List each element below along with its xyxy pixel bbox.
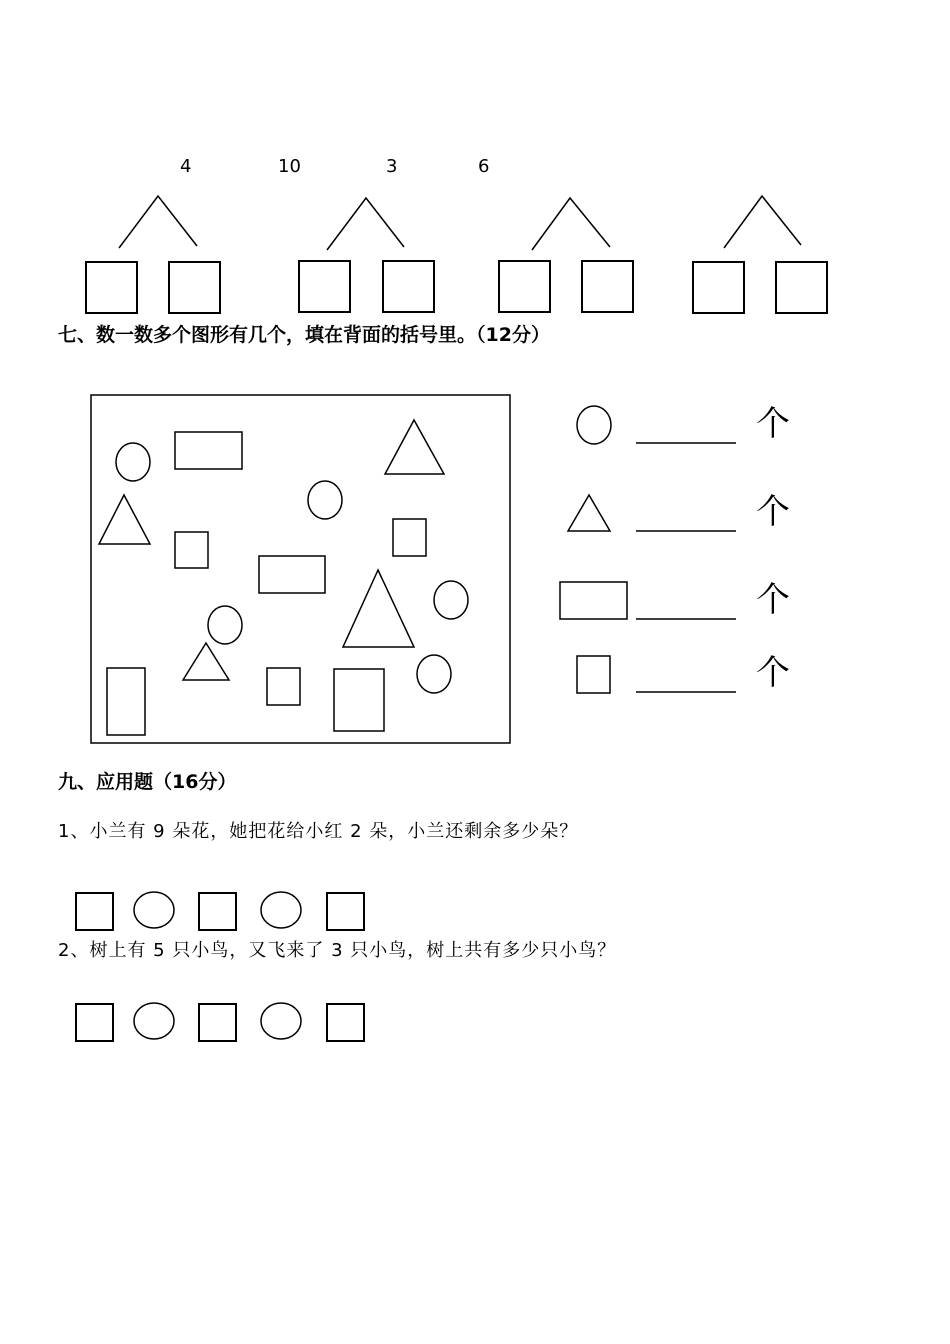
unit-label-circle: 个 bbox=[756, 404, 790, 444]
decompose-number-3: 3 bbox=[386, 156, 398, 177]
decompose-answer-box[interactable] bbox=[168, 261, 221, 314]
branch-lines-3 bbox=[532, 198, 610, 250]
equation-number-box[interactable] bbox=[75, 892, 114, 931]
frame-triangle bbox=[183, 643, 229, 680]
frame-square bbox=[334, 669, 384, 731]
decompose-answer-box[interactable] bbox=[85, 261, 138, 314]
frame-circle bbox=[417, 655, 451, 693]
frame-circle bbox=[308, 481, 342, 519]
legend-circle bbox=[577, 406, 611, 444]
equation-result-box[interactable] bbox=[326, 892, 365, 931]
decompose-number-1: 4 bbox=[180, 156, 192, 177]
frame-square bbox=[267, 668, 300, 705]
decompose-answer-box[interactable] bbox=[498, 260, 551, 313]
decompose-answer-box[interactable] bbox=[382, 260, 435, 313]
word-problem-1: 1、小兰有 9 朵花，她把花给小红 2 朵，小兰还剩余多少朵？ bbox=[58, 821, 579, 842]
section-9-heading: 九、应用题（16分） bbox=[58, 771, 237, 793]
frame-triangle bbox=[385, 420, 444, 474]
word-problem-2: 2、树上有 5 只小鸟，又飞来了 3 只小鸟，树上共有多少只小鸟？ bbox=[58, 940, 617, 961]
decompose-number-2: 10 bbox=[278, 156, 301, 177]
unit-label-rectangle: 个 bbox=[756, 580, 790, 620]
decompose-answer-box[interactable] bbox=[775, 261, 828, 314]
unit-label-square: 个 bbox=[756, 653, 790, 693]
equation-number-box[interactable] bbox=[198, 892, 237, 931]
decompose-answer-box[interactable] bbox=[298, 260, 351, 313]
unit-label-triangle: 个 bbox=[756, 492, 790, 532]
legend-square bbox=[577, 656, 610, 693]
frame-triangle bbox=[99, 495, 150, 544]
equation-operator-circle bbox=[134, 1003, 174, 1039]
equation-operator-circle bbox=[261, 892, 301, 928]
frame-square bbox=[175, 532, 208, 568]
frame-rectangle bbox=[175, 432, 242, 469]
frame-circle bbox=[116, 443, 150, 481]
frame-triangle bbox=[343, 570, 414, 647]
frame-square bbox=[393, 519, 426, 556]
equation-operator-circle bbox=[134, 892, 174, 928]
section-7-heading: 七、数一数多个图形有几个，填在背面的括号里。（12分） bbox=[58, 324, 550, 346]
frame-rectangle bbox=[107, 668, 145, 735]
equation-result-box[interactable] bbox=[326, 1003, 365, 1042]
decompose-answer-box[interactable] bbox=[692, 261, 745, 314]
branch-lines-2 bbox=[327, 198, 404, 250]
decompose-number-4: 6 bbox=[478, 156, 490, 177]
equation-operator-circle bbox=[261, 1003, 301, 1039]
legend-triangle bbox=[568, 495, 610, 531]
frame-circle bbox=[434, 581, 468, 619]
branch-lines-4 bbox=[724, 196, 801, 248]
equation-number-box[interactable] bbox=[198, 1003, 237, 1042]
branch-lines-1 bbox=[119, 196, 197, 248]
frame-rectangle bbox=[259, 556, 325, 593]
legend-rectangle bbox=[560, 582, 627, 619]
decompose-answer-box[interactable] bbox=[581, 260, 634, 313]
equation-number-box[interactable] bbox=[75, 1003, 114, 1042]
frame-circle bbox=[208, 606, 242, 644]
